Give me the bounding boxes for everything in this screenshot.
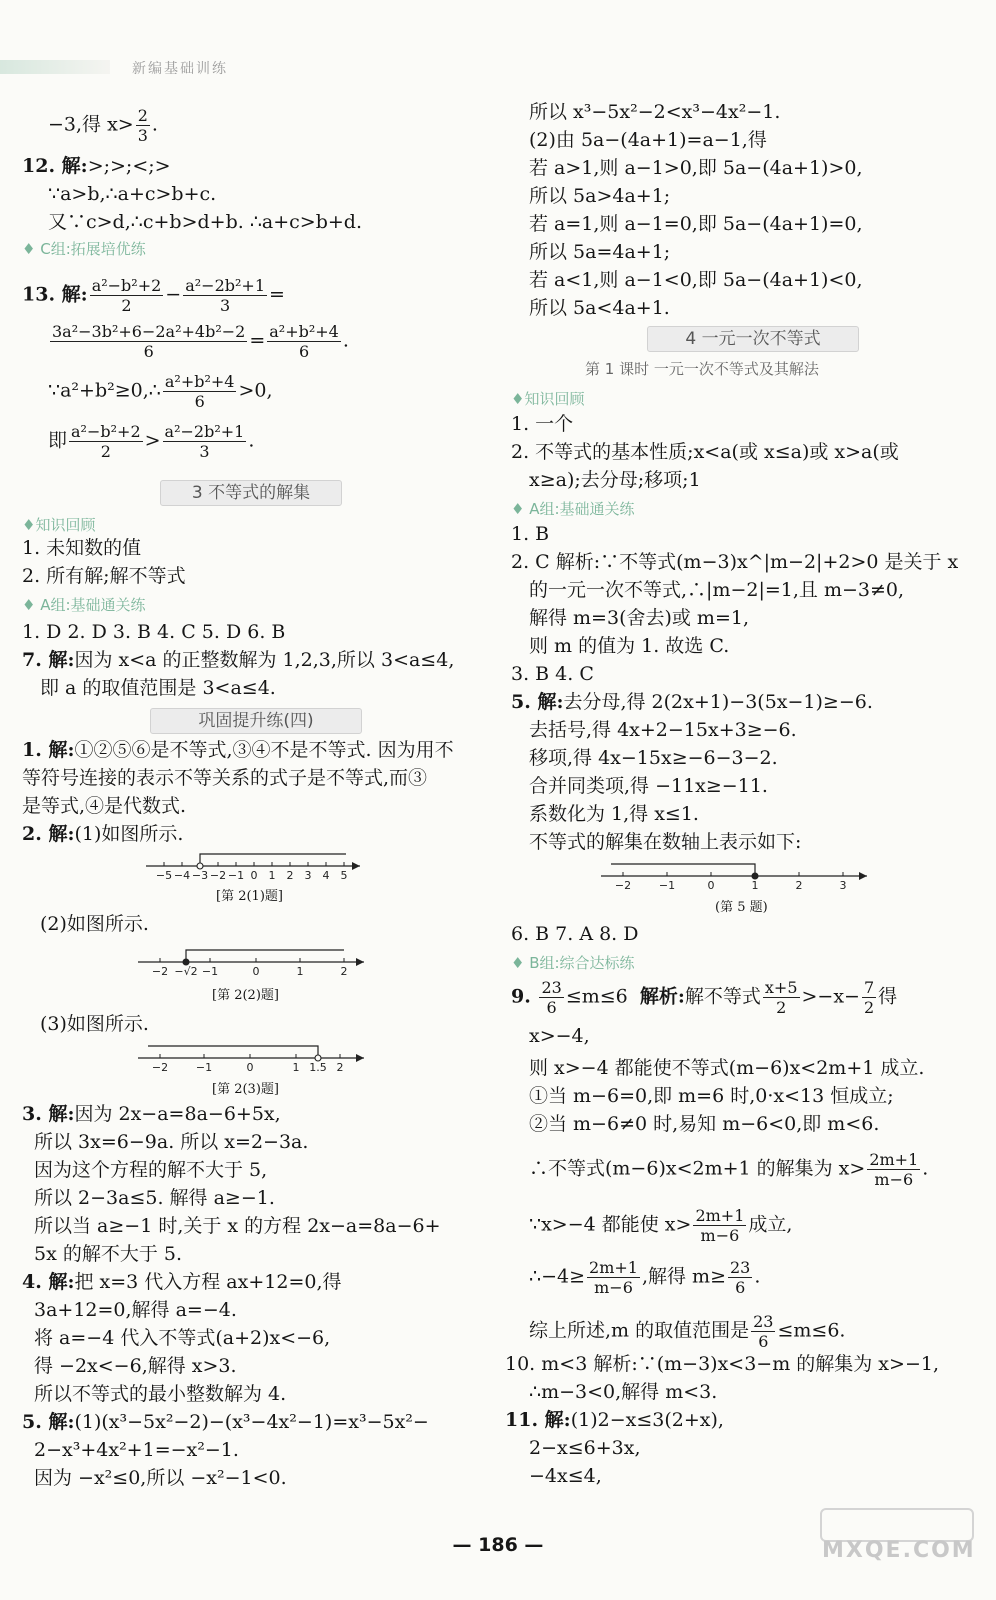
q13-line: 即 $\frac{\text{a²−b²+2}}{2}$ > $\frac{\text{a²−2b²+1}}{3}$ . bbox=[48, 422, 255, 461]
number-line-5 bbox=[601, 858, 871, 892]
endpoint-marker bbox=[197, 863, 203, 869]
p5-line: 因为 −x²≤0,所以 −x²−1<0. bbox=[34, 1467, 287, 1489]
p3-line: 3. 解:因为 2x−a=8a−6+5x, bbox=[22, 1103, 281, 1125]
p5-line: 若 a>1,则 a−1>0,即 5a−(4a+1)>0, bbox=[529, 157, 863, 179]
q12-line: ∵a>b,∴a+c>b+c. bbox=[48, 183, 217, 205]
tick-label: −4 bbox=[173, 869, 191, 882]
q11-line: 11. 解:(1)2−x≤3(2+x), bbox=[505, 1409, 724, 1431]
q7-line: 即 a 的取值范围是 3<a≤4. bbox=[40, 677, 276, 699]
section-heading-a: ♦ A组:基础通关练 bbox=[22, 596, 146, 614]
tick-label: 1 bbox=[751, 879, 759, 892]
p4-line: 将 a=−4 代入不等式(a+2)x<−6, bbox=[34, 1327, 331, 1349]
section-heading-c: ♦ C组:拓展培优练 bbox=[22, 240, 146, 258]
fraction: $\frac{2}{3}$ bbox=[137, 106, 148, 145]
page-number: — 186 — bbox=[452, 1534, 544, 1556]
tick-label: 2 bbox=[340, 965, 348, 978]
q12-line: 12. 解:>;>;<;> bbox=[22, 155, 171, 177]
tick-label: 3 bbox=[304, 869, 312, 882]
q9-line: ∴不等式(m−6)x<2m+1 的解集为 x> $\frac{2m+1}{m-6}$ . bbox=[529, 1150, 929, 1189]
answer-line: 6. B 7. A 8. D bbox=[511, 923, 639, 945]
endpoint-marker bbox=[752, 873, 758, 879]
figure-caption: [第 2(1)题] bbox=[216, 889, 283, 904]
endpoint-marker bbox=[183, 959, 189, 965]
section-heading-b: ♦ B组:综合达标练 bbox=[511, 954, 635, 972]
p3-line: 5x 的解不大于 5. bbox=[34, 1243, 183, 1265]
tick-label: 2 bbox=[286, 869, 294, 882]
q9-line: ∵x>−4 都能使 x> $\frac{2m+1}{m-6}$ 成立, bbox=[529, 1206, 793, 1245]
solution-bracket bbox=[611, 864, 755, 876]
tick-label: −√2 bbox=[174, 965, 198, 978]
answer-line: 2. C 解析:∵不等式(m−3)x^|m−2|+2>0 是关于 x bbox=[511, 551, 959, 573]
tick-label: 1 bbox=[296, 965, 304, 978]
q5-line: 去括号,得 4x+2−15x+3≥−6. bbox=[529, 719, 797, 741]
p5-line: 5. 解:(1)(x³−5x²−2)−(x³−4x²−1)=x³−5x²− bbox=[22, 1411, 429, 1433]
p2-line: 2. 解:(1)如图所示. bbox=[22, 823, 184, 845]
p4-line: 4. 解:把 x=3 代入方程 ax+12=0,得 bbox=[22, 1271, 342, 1293]
answer-line: 1. B bbox=[511, 523, 550, 545]
number-line-2-3 bbox=[138, 1040, 368, 1074]
p5-line: 所以 x³−5x²−2<x³−4x²−1. bbox=[529, 101, 781, 123]
axis-arrow bbox=[859, 872, 867, 880]
tick-label: 1.5 bbox=[309, 1061, 327, 1074]
figure-caption: (第 5 题) bbox=[715, 900, 768, 915]
number-line-2-2 bbox=[138, 944, 368, 978]
q9-line: ∴−4≥ $\frac{2m+1}{m-6}$ ,解得 m≥ $\frac{23}{6}$ . bbox=[529, 1258, 761, 1297]
answer-line: 1. D 2. D 3. B 4. C 5. D 6. B bbox=[22, 621, 286, 643]
q9-line: 9. $\frac{23}{6}$ ≤m≤6 解析:解不等式 $\frac{x+5}{2}$ >−x− $\frac{7}{2}$ 得 bbox=[511, 978, 898, 1017]
p1-line: 是等式,④是代数式. bbox=[22, 795, 187, 817]
review-line: 1. 未知数的值 bbox=[22, 537, 142, 559]
section-heading-review: ♦知识回顾 bbox=[22, 516, 96, 534]
p3-line: 所以 2−3a≤5. 解得 a≥−1. bbox=[34, 1187, 275, 1209]
p2-line: (2)如图所示. bbox=[40, 913, 149, 935]
tick-label: 3 bbox=[839, 879, 847, 892]
axis-arrow bbox=[356, 1054, 364, 1062]
section-title-4: 4 一元一次不等式 bbox=[647, 326, 859, 352]
answer-line: 则 m 的值为 1. 故选 C. bbox=[529, 635, 730, 657]
review-line: 2. 所有解;解不等式 bbox=[22, 565, 186, 587]
review-line: 1. 一个 bbox=[511, 413, 574, 435]
book-title: 新编基础训练 bbox=[132, 61, 228, 77]
answer-line: 的一元一次不等式,∴|m−2|=1,且 m−3≠0, bbox=[529, 579, 905, 601]
q5-line: 合并同类项,得 −11x≥−11. bbox=[529, 775, 768, 797]
q9-line: ①当 m−6=0,即 m=6 时,0·x<13 恒成立; bbox=[529, 1085, 894, 1107]
q5-line: 5. 解:去分母,得 2(2x+1)−3(5x−1)≥−6. bbox=[511, 691, 873, 713]
p4-line: 所以不等式的最小整数解为 4. bbox=[34, 1383, 287, 1405]
review-line: 2. 不等式的基本性质;x<a(或 x≤a)或 x>a(或 bbox=[511, 441, 899, 463]
p5-line: 若 a=1,则 a−1=0,即 5a−(4a+1)=0, bbox=[529, 213, 863, 235]
tick-label: −2 bbox=[209, 869, 227, 882]
q11-line: 2−x≤6+3x, bbox=[529, 1437, 641, 1459]
tick-label: −5 bbox=[155, 869, 173, 882]
tick-label: −1 bbox=[201, 965, 219, 978]
watermark-badge bbox=[820, 1508, 974, 1542]
q9-line: ②当 m−6≠0 时,易知 m−6<0,即 m<6. bbox=[529, 1113, 880, 1135]
tick-label: −1 bbox=[227, 869, 245, 882]
p2-line: (3)如图所示. bbox=[40, 1013, 149, 1035]
p4-line: 得 −2x<−6,解得 x>3. bbox=[34, 1355, 237, 1377]
tick-label: 0 bbox=[246, 1061, 254, 1074]
q7-line: 7. 解:因为 x<a 的正整数解为 1,2,3,所以 3<a≤4, bbox=[22, 649, 455, 671]
answer-line: −3,得 x> $\frac{2}{3}$ . bbox=[48, 106, 158, 145]
p5-line: (2)由 5a−(4a+1)=a−1,得 bbox=[529, 129, 767, 151]
p1-line: 1. 解:①②⑤⑥是不等式,③④不是不等式. 因为用不 bbox=[22, 739, 454, 761]
endpoint-marker bbox=[315, 1055, 321, 1061]
p5-line: 若 a<1,则 a−1<0,即 5a−(4a+1)<0, bbox=[529, 269, 863, 291]
tick-label: −2 bbox=[614, 879, 632, 892]
p5-line: 所以 5a=4a+1; bbox=[529, 241, 671, 263]
q10-line: ∴m−3<0,解得 m<3. bbox=[529, 1381, 718, 1403]
p3-line: 所以 3x=6−9a. 所以 x=2−3a. bbox=[34, 1131, 309, 1153]
lesson-subtitle: 第 1 课时 一元一次不等式及其解法 bbox=[585, 360, 819, 378]
p5-line: 所以 5a>4a+1; bbox=[529, 185, 671, 207]
tick-label: 0 bbox=[707, 879, 715, 892]
axis-arrow bbox=[356, 958, 364, 966]
tick-label: 2 bbox=[795, 879, 803, 892]
tick-label: 5 bbox=[340, 869, 348, 882]
p5-line: 2−x³+4x²+1=−x²−1. bbox=[34, 1439, 239, 1461]
figure-caption: [第 2(2)题] bbox=[212, 988, 279, 1003]
q12-line: 又∵c>d,∴c+b>d+b. ∴a+c>b+d. bbox=[48, 211, 363, 233]
q13-line: 13. 解: $\frac{\text{a²−b²+2}}{2}$ − $\frac{\text{a²−2b²+1}}{3}$ = bbox=[22, 276, 285, 315]
section-title-gg: 巩固提升练(四) bbox=[150, 708, 362, 734]
section-title-3: 3 不等式的解集 bbox=[160, 480, 342, 506]
header-decoration bbox=[0, 60, 110, 74]
p4-line: 3a+12=0,解得 a=−4. bbox=[34, 1299, 237, 1321]
section-heading-review: ♦知识回顾 bbox=[511, 390, 585, 408]
figure-caption: [第 2(3)题] bbox=[212, 1082, 279, 1097]
q13-line: ∵a²+b²≥0,∴ $\frac{\text{a²+b²+4}}{6}$ >0, bbox=[48, 372, 273, 411]
answer-line: 3. B 4. C bbox=[511, 663, 594, 685]
review-line: x≥a);去分母;移项;1 bbox=[529, 469, 701, 491]
tick-label: 2 bbox=[336, 1061, 344, 1074]
p3-line: 因为这个方程的解不大于 5, bbox=[34, 1159, 268, 1181]
q10-line: 10. m<3 解析:∵(m−3)x<3−m 的解集为 x>−1, bbox=[505, 1353, 939, 1375]
answer-line: 解得 m=3(舍去)或 m=1, bbox=[529, 607, 749, 629]
watermark: MXQE.COM bbox=[822, 1538, 976, 1563]
tick-label: −3 bbox=[191, 869, 209, 882]
tick-label: −2 bbox=[151, 1061, 169, 1074]
tick-label: 0 bbox=[250, 869, 258, 882]
tick-label: 4 bbox=[322, 869, 330, 882]
p5-line: 所以 5a<4a+1. bbox=[529, 297, 670, 319]
q13-line: $\frac{\text{3a²−3b²+6−2a²+4b²−2}}{6}$ = $\frac{\text{a²+b²+4}}{6}$ . bbox=[52, 322, 349, 361]
q5-line: 系数化为 1,得 x≤1. bbox=[529, 803, 699, 825]
q9-line: 综上所述,m 的取值范围是 $\frac{23}{6}$ ≤m≤6. bbox=[529, 1312, 846, 1351]
p1-line: 等符号连接的表示不等关系的式子是不等式,而③ bbox=[22, 767, 428, 789]
axis-arrow bbox=[352, 862, 360, 870]
q9-line: x>−4, bbox=[529, 1025, 590, 1047]
q5-line: 不等式的解集在数轴上表示如下: bbox=[529, 831, 802, 853]
tick-label: 1 bbox=[268, 869, 276, 882]
q5-line: 移项,得 4x−15x≥−6−3−2. bbox=[529, 747, 778, 769]
tick-label: −1 bbox=[195, 1061, 213, 1074]
q9-line: 则 x>−4 都能使不等式(m−6)x<2m+1 成立. bbox=[529, 1057, 925, 1079]
tick-label: −2 bbox=[151, 965, 169, 978]
tick-label: −1 bbox=[658, 879, 676, 892]
tick-label: 1 bbox=[292, 1061, 300, 1074]
solution-bracket bbox=[200, 854, 346, 866]
number-line-2-1 bbox=[146, 848, 366, 882]
q11-line: −4x≤4, bbox=[529, 1465, 602, 1487]
section-heading-a: ♦ A组:基础通关练 bbox=[511, 500, 635, 518]
p3-line: 所以当 a≥−1 时,关于 x 的方程 2x−a=8a−6+ bbox=[34, 1215, 441, 1237]
tick-label: 0 bbox=[252, 965, 260, 978]
solution-bracket bbox=[148, 1046, 318, 1058]
